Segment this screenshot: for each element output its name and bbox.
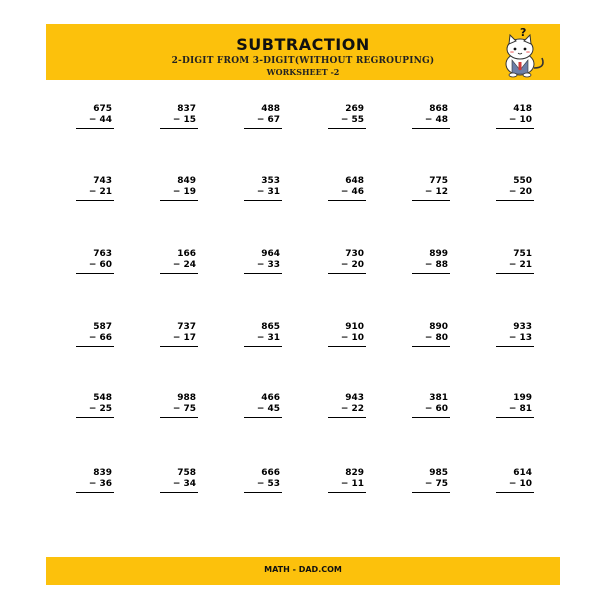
minus-sign: −	[172, 479, 181, 489]
subtraction-problem	[410, 176, 450, 210]
minuend: 910	[345, 322, 364, 332]
answer-line	[496, 200, 534, 201]
minus-sign: −	[256, 333, 265, 343]
subtrahend-line	[173, 404, 196, 414]
minus-sign: −	[88, 187, 97, 197]
minuend: 988	[177, 393, 196, 403]
subtrahend-line	[425, 404, 448, 414]
minuend: 933	[513, 322, 532, 332]
problem-grid	[46, 104, 560, 524]
answer-line	[328, 128, 366, 129]
minuend: 758	[177, 468, 196, 478]
minuend: 381	[429, 393, 448, 403]
subtraction-problem	[158, 104, 198, 138]
minuend: 775	[429, 176, 448, 186]
subtrahend-line	[173, 187, 196, 197]
subtrahend: 31	[267, 333, 280, 343]
subtrahend-line	[173, 479, 196, 489]
minuend: 751	[513, 249, 532, 259]
answer-line	[244, 273, 282, 274]
minus-sign: −	[508, 479, 517, 489]
minuend: 587	[93, 322, 112, 332]
subtrahend: 36	[99, 479, 112, 489]
footer-site-name: MATH - DAD.COM	[264, 565, 342, 574]
subtraction-problem	[326, 249, 366, 283]
minus-sign: −	[340, 187, 349, 197]
minus-sign: −	[508, 404, 517, 414]
answer-line	[412, 346, 450, 347]
minus-sign: −	[172, 404, 181, 414]
subtrahend: 20	[351, 260, 364, 270]
subtrahend: 10	[519, 479, 532, 489]
answer-line	[160, 346, 198, 347]
minus-sign: −	[172, 187, 181, 197]
header-banner	[46, 24, 560, 80]
subtrahend: 22	[351, 404, 364, 414]
minus-sign: −	[340, 115, 349, 125]
minus-sign: −	[172, 115, 181, 125]
minuend: 166	[177, 249, 196, 259]
minuend: 269	[345, 104, 364, 114]
subtraction-problem	[494, 104, 534, 138]
subtrahend-line	[257, 404, 280, 414]
minus-sign: −	[508, 187, 517, 197]
subtrahend: 10	[519, 115, 532, 125]
subtrahend: 45	[267, 404, 280, 414]
worksheet-number: WORKSHEET -2	[266, 67, 340, 77]
minus-sign: −	[340, 404, 349, 414]
minus-sign: −	[340, 479, 349, 489]
subtraction-problem	[410, 468, 450, 502]
answer-line	[244, 200, 282, 201]
subtraction-problem	[410, 322, 450, 356]
answer-line	[496, 492, 534, 493]
subtrahend: 21	[519, 260, 532, 270]
subtrahend-line	[89, 187, 112, 197]
minus-sign: −	[340, 333, 349, 343]
subtraction-problem	[158, 249, 198, 283]
subtraction-problem	[410, 104, 450, 138]
answer-line	[244, 492, 282, 493]
minuend: 985	[429, 468, 448, 478]
answer-line	[76, 200, 114, 201]
minuend: 488	[261, 104, 280, 114]
answer-line	[412, 273, 450, 274]
subtrahend-line	[257, 333, 280, 343]
minus-sign: −	[424, 333, 433, 343]
subtrahend: 44	[99, 115, 112, 125]
answer-line	[160, 128, 198, 129]
minuend: 550	[513, 176, 532, 186]
subtraction-problem	[326, 393, 366, 427]
minuend: 839	[93, 468, 112, 478]
minus-sign: −	[88, 260, 97, 270]
answer-line	[76, 273, 114, 274]
minuend: 675	[93, 104, 112, 114]
subtraction-problem	[326, 322, 366, 356]
subtrahend-line	[425, 479, 448, 489]
subtrahend: 17	[183, 333, 196, 343]
subtraction-problem	[326, 104, 366, 138]
worksheet-subtitle: 2-DIGIT FROM 3-DIGIT(WITHOUT REGROUPING)	[171, 56, 435, 66]
subtraction-problem	[242, 176, 282, 210]
subtraction-problem	[74, 322, 114, 356]
subtrahend: 48	[435, 115, 448, 125]
subtrahend: 10	[351, 333, 364, 343]
minus-sign: −	[256, 260, 265, 270]
subtraction-problem	[158, 322, 198, 356]
subtrahend: 33	[267, 260, 280, 270]
answer-line	[328, 346, 366, 347]
subtrahend-line	[509, 404, 532, 414]
subtraction-problem	[74, 176, 114, 210]
minuend: 199	[513, 393, 532, 403]
subtraction-problem	[74, 104, 114, 138]
minuend: 466	[261, 393, 280, 403]
answer-line	[160, 492, 198, 493]
subtrahend: 31	[267, 187, 280, 197]
subtrahend-line	[509, 333, 532, 343]
answer-line	[496, 273, 534, 274]
subtrahend-line	[257, 115, 280, 125]
subtrahend-line	[425, 333, 448, 343]
subtrahend-line	[341, 187, 364, 197]
answer-line	[496, 346, 534, 347]
subtrahend: 11	[351, 479, 364, 489]
minus-sign: −	[172, 333, 181, 343]
subtrahend-line	[89, 404, 112, 414]
subtrahend-line	[341, 479, 364, 489]
subtrahend: 13	[519, 333, 532, 343]
subtrahend: 80	[435, 333, 448, 343]
subtraction-problem	[74, 468, 114, 502]
subtrahend: 46	[351, 187, 364, 197]
answer-line	[160, 200, 198, 201]
subtrahend: 12	[435, 187, 448, 197]
minuend: 730	[345, 249, 364, 259]
answer-line	[496, 417, 534, 418]
minus-sign: −	[340, 260, 349, 270]
subtrahend: 75	[435, 479, 448, 489]
answer-line	[76, 346, 114, 347]
subtrahend: 20	[519, 187, 532, 197]
subtrahend-line	[341, 404, 364, 414]
subtrahend-line	[425, 260, 448, 270]
subtraction-problem	[410, 393, 450, 427]
subtrahend-line	[257, 260, 280, 270]
minuend: 418	[513, 104, 532, 114]
answer-line	[328, 273, 366, 274]
subtrahend-line	[89, 479, 112, 489]
subtraction-problem	[158, 176, 198, 210]
cat-mascot-icon	[498, 24, 554, 80]
minus-sign: −	[508, 260, 517, 270]
answer-line	[496, 128, 534, 129]
minuend: 943	[345, 393, 364, 403]
minus-sign: −	[508, 115, 517, 125]
minus-sign: −	[172, 260, 181, 270]
minuend: 743	[93, 176, 112, 186]
answer-line	[76, 417, 114, 418]
subtrahend: 60	[99, 260, 112, 270]
answer-line	[412, 128, 450, 129]
subtrahend: 81	[519, 404, 532, 414]
minuend: 548	[93, 393, 112, 403]
svg-text:?: ?	[520, 26, 527, 39]
subtrahend: 60	[435, 404, 448, 414]
subtrahend: 19	[183, 187, 196, 197]
minus-sign: −	[88, 333, 97, 343]
minus-sign: −	[256, 187, 265, 197]
subtraction-problem	[242, 322, 282, 356]
answer-line	[244, 346, 282, 347]
minuend: 899	[429, 249, 448, 259]
subtraction-problem	[494, 176, 534, 210]
subtrahend: 67	[267, 115, 280, 125]
minuend: 353	[261, 176, 280, 186]
subtrahend-line	[173, 115, 196, 125]
minuend: 666	[261, 468, 280, 478]
subtrahend-line	[341, 115, 364, 125]
minus-sign: −	[424, 187, 433, 197]
subtrahend-line	[509, 115, 532, 125]
answer-line	[412, 417, 450, 418]
minus-sign: −	[88, 479, 97, 489]
answer-line	[412, 200, 450, 201]
subtraction-problem	[74, 393, 114, 427]
minus-sign: −	[424, 260, 433, 270]
answer-line	[76, 492, 114, 493]
subtrahend-line	[173, 260, 196, 270]
minuend: 737	[177, 322, 196, 332]
answer-line	[160, 273, 198, 274]
subtrahend: 75	[183, 404, 196, 414]
subtrahend-line	[509, 260, 532, 270]
minuend: 837	[177, 104, 196, 114]
subtrahend-line	[173, 333, 196, 343]
minus-sign: −	[88, 115, 97, 125]
answer-line	[328, 492, 366, 493]
subtrahend: 53	[267, 479, 280, 489]
minuend: 868	[429, 104, 448, 114]
subtraction-problem	[158, 393, 198, 427]
minus-sign: −	[424, 479, 433, 489]
subtrahend-line	[89, 115, 112, 125]
minus-sign: −	[256, 115, 265, 125]
minus-sign: −	[256, 479, 265, 489]
subtrahend: 24	[183, 260, 196, 270]
subtrahend-line	[89, 333, 112, 343]
subtrahend: 34	[183, 479, 196, 489]
answer-line	[160, 417, 198, 418]
subtraction-problem	[242, 104, 282, 138]
subtraction-problem	[494, 249, 534, 283]
subtrahend-line	[341, 333, 364, 343]
subtraction-problem	[242, 393, 282, 427]
subtraction-problem	[242, 468, 282, 502]
subtraction-problem	[494, 393, 534, 427]
subtrahend-line	[89, 260, 112, 270]
subtrahend: 15	[183, 115, 196, 125]
minus-sign: −	[88, 404, 97, 414]
subtrahend: 88	[435, 260, 448, 270]
minus-sign: −	[508, 333, 517, 343]
subtraction-problem	[158, 468, 198, 502]
subtrahend: 55	[351, 115, 364, 125]
subtrahend: 21	[99, 187, 112, 197]
minus-sign: −	[424, 404, 433, 414]
worksheet-title: SUBTRACTION	[236, 35, 370, 54]
subtraction-problem	[494, 468, 534, 502]
minuend: 763	[93, 249, 112, 259]
answer-line	[412, 492, 450, 493]
subtraction-problem	[74, 249, 114, 283]
subtrahend-line	[257, 187, 280, 197]
subtraction-problem	[494, 322, 534, 356]
subtrahend-line	[425, 115, 448, 125]
minuend: 849	[177, 176, 196, 186]
footer-banner	[46, 557, 560, 585]
minuend: 964	[261, 249, 280, 259]
subtrahend: 25	[99, 404, 112, 414]
minuend: 865	[261, 322, 280, 332]
minus-sign: −	[424, 115, 433, 125]
subtraction-problem	[326, 176, 366, 210]
answer-line	[244, 128, 282, 129]
subtraction-problem	[410, 249, 450, 283]
subtrahend-line	[509, 187, 532, 197]
minuend: 829	[345, 468, 364, 478]
subtrahend-line	[509, 479, 532, 489]
answer-line	[328, 417, 366, 418]
subtrahend-line	[425, 187, 448, 197]
subtraction-problem	[242, 249, 282, 283]
minuend: 648	[345, 176, 364, 186]
subtrahend-line	[341, 260, 364, 270]
subtrahend-line	[257, 479, 280, 489]
answer-line	[328, 200, 366, 201]
subtraction-problem	[326, 468, 366, 502]
minuend: 614	[513, 468, 532, 478]
answer-line	[244, 417, 282, 418]
minuend: 890	[429, 322, 448, 332]
subtrahend: 66	[99, 333, 112, 343]
answer-line	[76, 128, 114, 129]
minus-sign: −	[256, 404, 265, 414]
